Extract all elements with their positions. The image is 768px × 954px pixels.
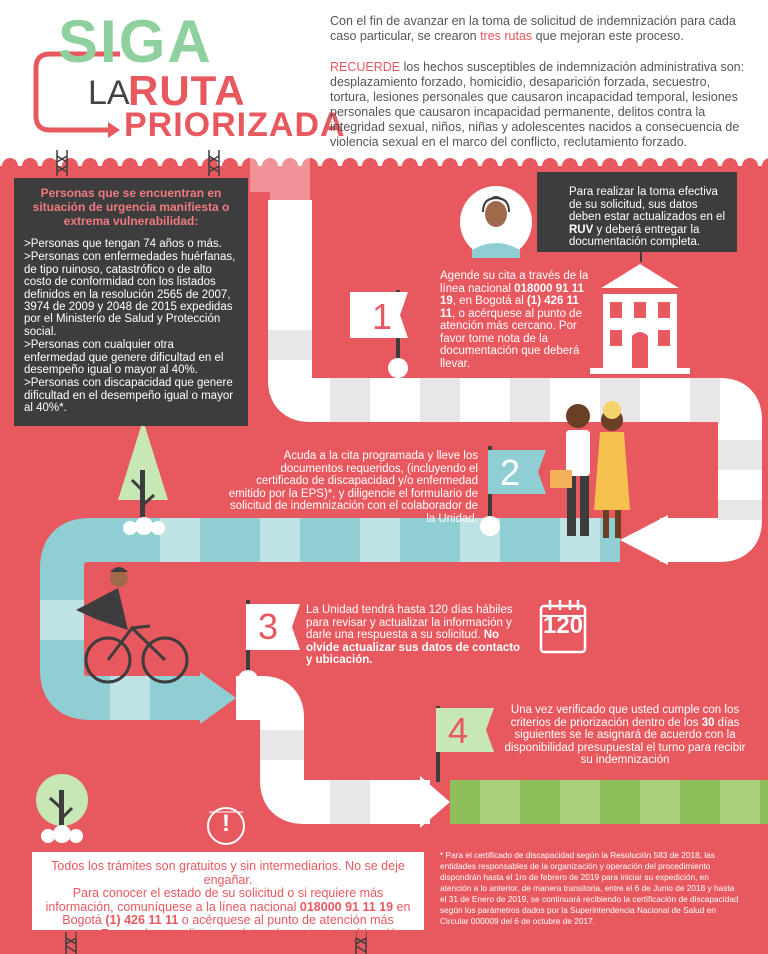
step1-phone-national: 018000 91 11 19 <box>440 282 584 307</box>
warning-mark: ! <box>222 810 230 837</box>
footer-text-c: o acérquese al punto de atención más cercano. Recuerde actualizar sus datos de contacto y ubicación. <box>49 913 407 941</box>
footer-text-b: en Bogotá <box>62 899 411 927</box>
step4-days: 30 <box>701 716 715 729</box>
footer-phone-national: 018000 91 11 19 <box>299 899 394 914</box>
step-number-3: 3 <box>258 606 279 647</box>
intro-text-b: que mejoran este proceso. <box>532 29 684 43</box>
step4-text-a: Una vez verificado que usted cumple con los criterios de priorización dentro de los <box>510 704 740 729</box>
step3-text-bold: No olvide actualizar sus datos de contacto y ubicación. <box>306 629 521 666</box>
tree-icon-2 <box>36 774 88 843</box>
title-siga: SIGA <box>58 8 213 75</box>
recuerde-paragraph <box>330 60 750 150</box>
step3-text <box>306 604 528 667</box>
step1-text-b: , en Bogotá al <box>452 295 527 307</box>
road-green <box>450 780 768 824</box>
step1-text-c: , o acérquese al punto de atención más cercano. Por favor tome nota de la documentación que deberá llevar. <box>440 307 582 370</box>
intro-paragraph <box>330 14 750 44</box>
step1-box-text-a: Para realizar la toma efectiva de su solicitud, sus datos deben estar actualizados en el <box>569 186 725 223</box>
urgency-title: Personas que se encuentran en situación de urgencia manifiesta o extrema vulnerabilidad: <box>32 186 230 228</box>
footer-line2 <box>40 887 416 941</box>
operator-avatar <box>460 186 532 258</box>
intro-text-a: Con el fin de avanzar en la toma de solicitud de indemnización para cada caso particular, se crearon <box>330 14 736 43</box>
calendar-days: 120 <box>542 612 584 639</box>
footer-notice <box>32 852 424 941</box>
step1-box-text-b: y deberá entregar la documentación completa. <box>569 223 701 248</box>
step2-text: Acuda a la cita programada y lleve los documentos requeridos, (incluyendo el certificado de discapacidad y/o enfermedad emitido por la EPS)*, y diligencie el formulario de solicitud de indemnización con el colaborador de la Unidad. <box>228 450 478 525</box>
title-la: LA <box>88 74 130 112</box>
step3-text-a: La Unidad tendrá hasta 120 días hábiles para revisar y actualizar la información y darle una respuesta a su solicitud. <box>306 604 513 641</box>
title-priorizada: PRIORIZADA <box>124 106 346 144</box>
recuerde-text: los hechos susceptibles de indemnización administrativa son: desplazamiento forzado, homicidio, desaparición forzada, secuestro, tortura, lesiones personales que causaron incapacidad temporal, lesiones personales que causaron incapacidad permanente, delitos contra la integridad sexual, niños, niñas y adolescentes nacidos a consecuencia de violencia sexual en el marco del conflicto, reclutamiento forzado. <box>330 60 745 149</box>
urgency-item: >Personas con enfermedades huérfanas, de tipo ruinoso, catastrófico o de alto costo de conformidad con los listados definidos en la resolución 2565 de 2007, 3974 de 2009 y 2048 de 2015 expedidas por el Ministerio de Salud y Protección social. <box>24 251 236 338</box>
intro-text-red: tres rutas <box>480 29 533 43</box>
step-number-1: 1 <box>372 296 393 337</box>
step-number-2: 2 <box>500 452 521 493</box>
urgency-box <box>14 178 248 426</box>
footer-text-a: Para conocer el estado de su solicitud o si requiere más información, comuníquese a la línea nacional <box>45 886 384 914</box>
urgency-item: >Personas que tengan 74 años o más. <box>24 238 222 250</box>
step1-box-ruv: RUV <box>569 223 594 236</box>
step4-text-b: días siguientes se le asignará de acuerdo con la disponibilidad presupuestal el turno para recibir su indemnización <box>504 716 746 766</box>
title-ruta: RUTA <box>128 67 246 114</box>
step1-requirements-box <box>537 172 737 252</box>
footer-line1: Todos los trámites son gratuitos y sin intermediarios. No se deje engañar. <box>51 859 405 887</box>
footnote: * Para el certificado de discapacidad según la Resolución 583 de 2018, las entidades responsables de la organización y operación del procedimiento dispondrán hasta el 1ro de febrero de 2019 para iniciar su expedición, en atención a lo anterior, de manera transitoria, entre el 6 de Junio de 2018 y hasta el 31 de Enero de 2019, se continuará recibiendo la certificación de discapacidad según los parámetros dados por la Superintendencia Nacional de Salud en Circular 000009 del 6 de octubre de 2017. <box>440 850 739 926</box>
recuerde-label: RECUERDE <box>330 60 401 74</box>
step4-text <box>500 704 750 767</box>
urgency-item: >Personas con cualquier otra enfermedad que genere dificultad en el desempeño igual o mayor al 40%. <box>24 339 224 377</box>
urgency-item: >Personas con discapacidad que genere dificultad en el desempeño igual o mayor al 40%*. <box>24 377 234 415</box>
step1-phone-bogota: (1) 426 11 11 <box>440 295 579 320</box>
step1-text <box>440 270 590 370</box>
step1-text-a: Agende su cita a través de la línea nacional <box>440 270 589 295</box>
step-number-4: 4 <box>448 710 469 751</box>
footer-phone-bogota: (1) 426 11 11 <box>105 913 179 927</box>
